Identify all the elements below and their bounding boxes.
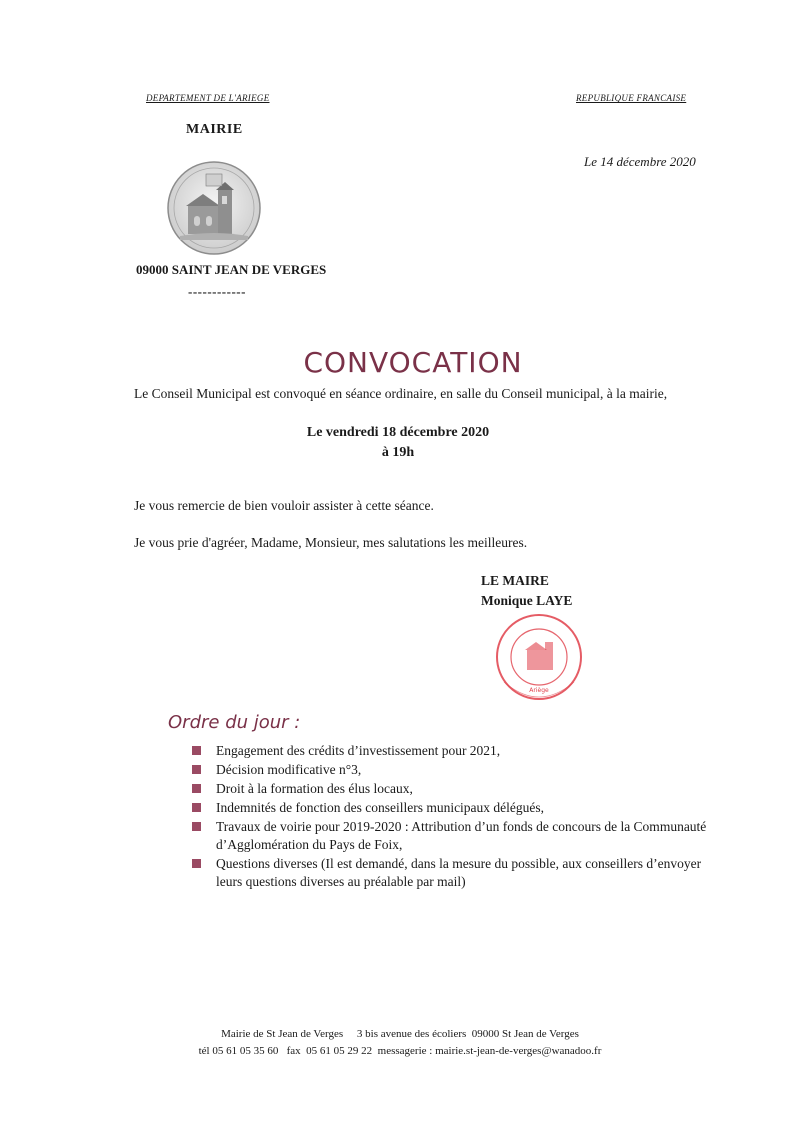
- agenda-item: Travaux de voirie pour 2019-2020 : Attribution d’un fonds de concours de la Communauté d’Agglomération du Pays de Foix,: [192, 818, 712, 854]
- signature-block: [481, 571, 572, 611]
- regards-paragraph: Je vous prie d'agréer, Madame, Monsieur, mes salutations les meilleures.: [134, 535, 528, 550]
- footer: [0, 1026, 800, 1060]
- bullet-square-icon: [192, 784, 201, 793]
- agenda-title: Ordre du jour :: [168, 712, 301, 733]
- agenda-item: Indemnités de fonction des conseillers municipaux délégués,: [192, 799, 712, 817]
- town-hall-seal-icon: [166, 160, 262, 256]
- agenda-item: Droit à la formation des élus locaux,: [192, 780, 712, 798]
- meeting-date-block: [0, 423, 796, 463]
- department-heading: DEPARTEMENT DE L'ARIEGE: [146, 93, 270, 103]
- signature-name: Monique LAYE: [481, 593, 573, 608]
- convocation-title: CONVOCATION: [303, 346, 523, 379]
- meeting-day: Le vendredi 18 décembre 2020: [306, 425, 490, 440]
- republic-heading: REPUBLIQUE FRANCAISE: [576, 93, 687, 103]
- agenda-list: [192, 742, 712, 892]
- bullet-square-icon: [192, 822, 201, 831]
- agenda-item: Engagement des crédits d’investissement pour 2021,: [192, 742, 712, 760]
- letter-date: Le 14 décembre 2020: [584, 154, 696, 169]
- bullet-square-icon: [192, 859, 201, 868]
- bullet-square-icon: [192, 746, 201, 755]
- bullet-square-icon: [192, 803, 201, 812]
- mairie-title: MAIRIE: [186, 122, 243, 137]
- signature-role: LE MAIRE: [481, 573, 549, 588]
- separator-line: ------------: [188, 284, 246, 299]
- thanks-paragraph: Je vous remercie de bien vouloir assister à cette séance.: [134, 498, 434, 513]
- mayor-stamp-icon: [494, 612, 584, 702]
- stamp-bottom-text: Ariège: [529, 687, 549, 694]
- bullet-square-icon: [192, 765, 201, 774]
- convocation-intro: Le Conseil Municipal est convoqué en séance ordinaire, en salle du Conseil municipal, à la mairie,: [134, 386, 668, 401]
- footer-contact: tél 05 61 05 35 60 fax 05 61 05 29 22 messagerie : mairie.st-jean-de-verges@wanadoo.fr: [198, 1045, 602, 1057]
- meeting-time: à 19h: [381, 445, 415, 460]
- town-name: 09000 SAINT JEAN DE VERGES: [136, 262, 327, 277]
- footer-address: Mairie de St Jean de Verges 3 bis avenue des écoliers 09000 St Jean de Verges: [221, 1028, 579, 1040]
- agenda-item: Questions diverses (Il est demandé, dans la mesure du possible, aux conseillers d’envoyer leurs questions diverses au préalable par mail): [192, 855, 712, 891]
- agenda-item: Décision modificative n°3,: [192, 761, 712, 779]
